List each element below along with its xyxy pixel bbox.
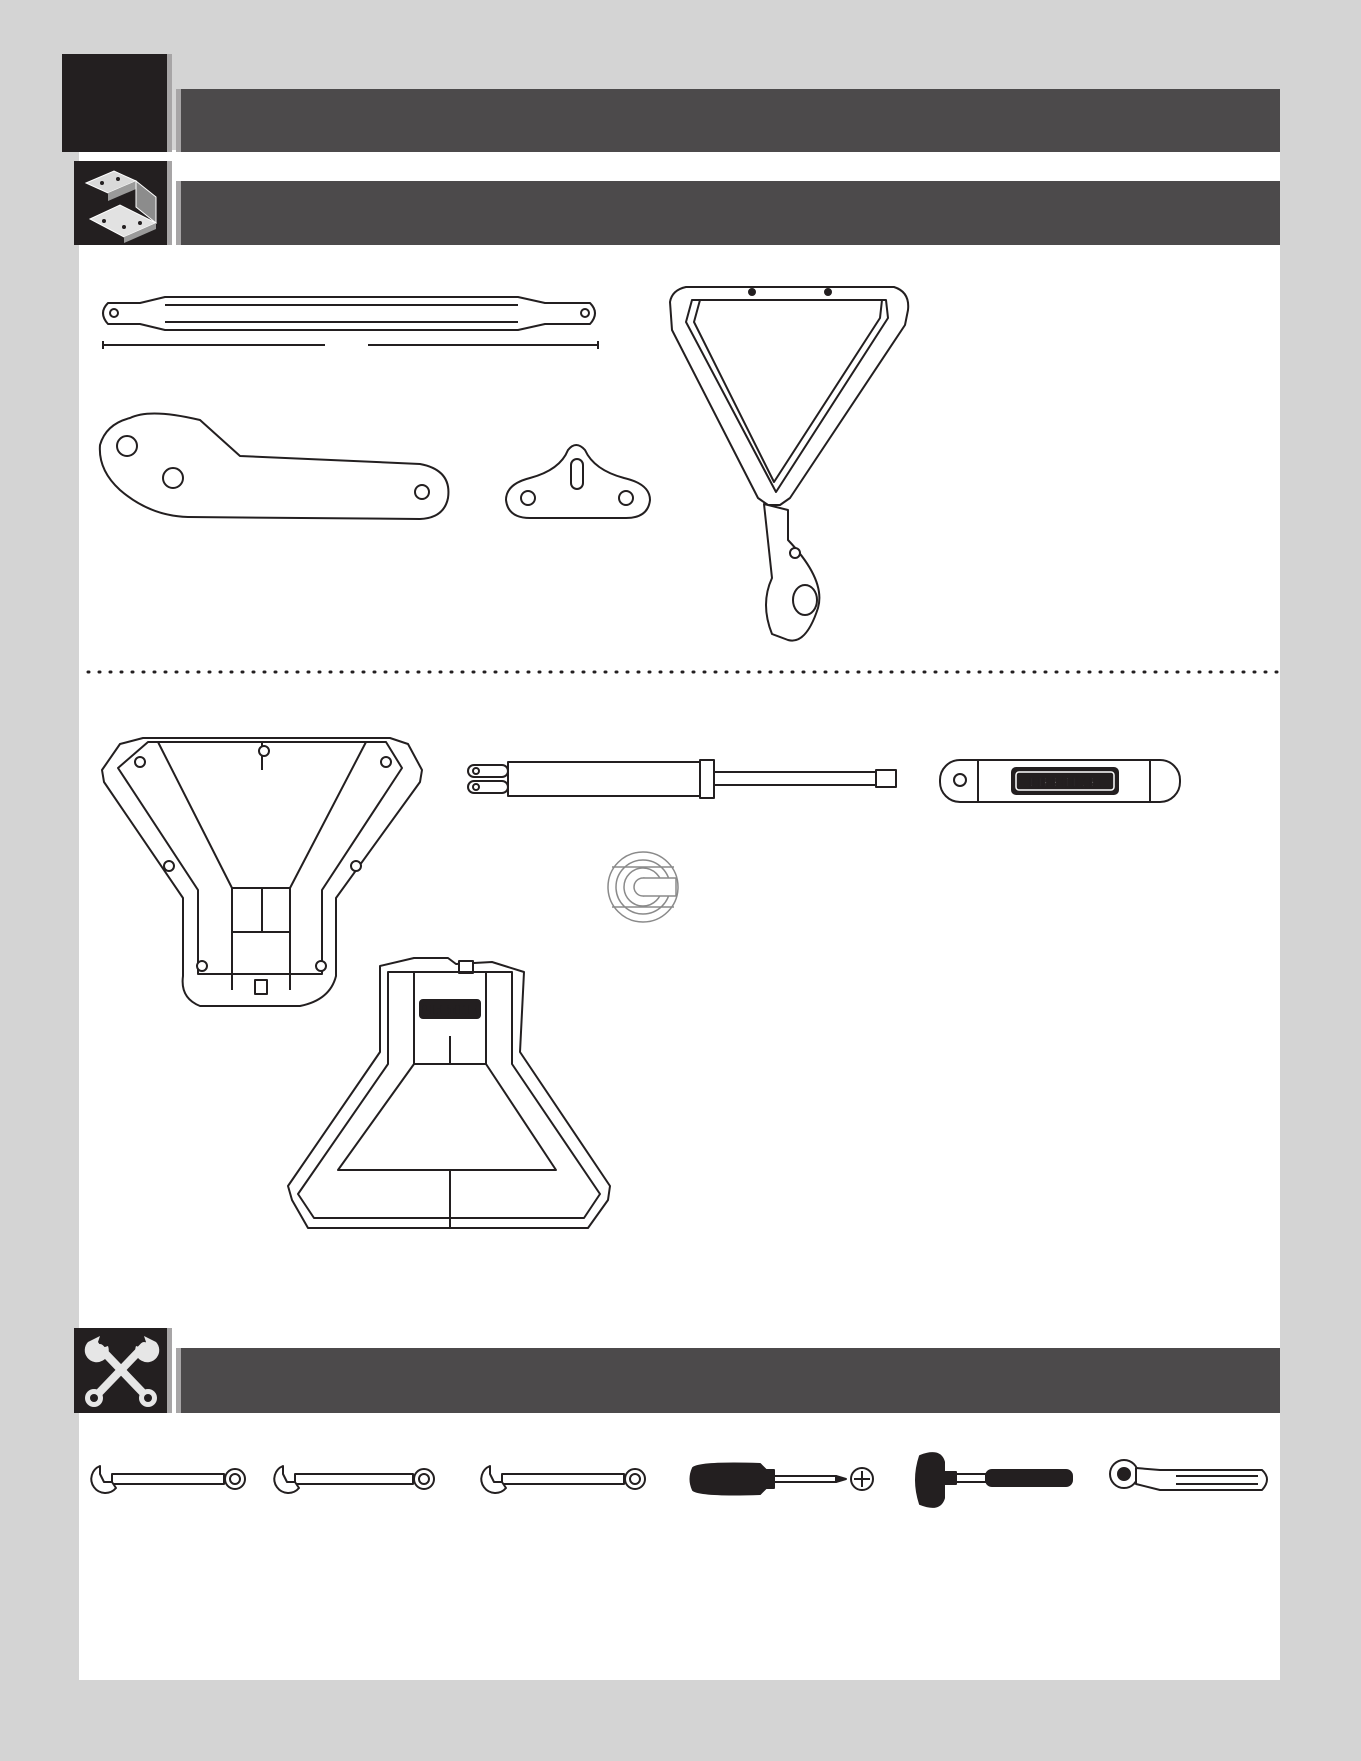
grip-logo-text: LIFETIME — [1029, 774, 1101, 790]
base-logo-text: LIFETIME — [423, 1005, 477, 1016]
wrench-3-icon — [481, 1466, 645, 1493]
offset-plate-part — [100, 413, 449, 519]
rubber-mallet-icon — [916, 1453, 1072, 1507]
wrench-1-icon — [91, 1466, 245, 1493]
ratchet-icon — [1110, 1460, 1267, 1490]
handle-grip-part — [940, 760, 1180, 802]
y-base-top-part — [102, 738, 422, 1006]
end-cap-part — [608, 852, 678, 922]
gas-strut-part — [468, 760, 896, 798]
y-base-bottom-part — [288, 958, 610, 1228]
phillips-screwdriver-icon — [691, 1464, 874, 1495]
tool-row — [91, 1453, 1267, 1507]
wrench-2-icon — [274, 1466, 434, 1493]
small-bracket-part — [506, 445, 650, 518]
triangle-arm-part — [670, 287, 908, 641]
rod-part — [103, 297, 598, 349]
